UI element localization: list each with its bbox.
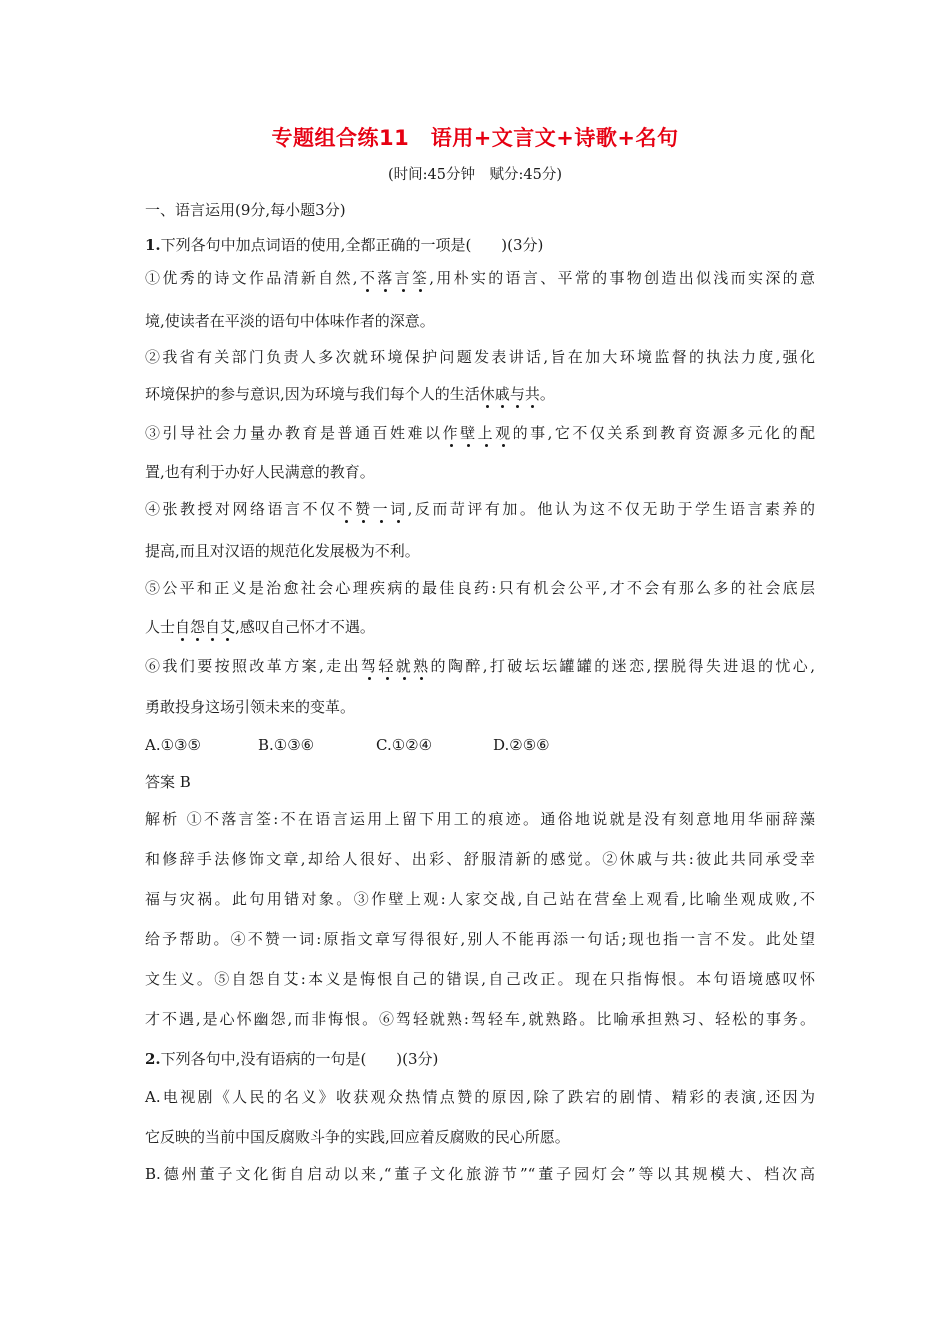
analysis-line: 给予帮助。④不赞一词:原指文章写得很好,别人不能再添一句话;现也指一言不发。此处望 [145,930,815,948]
dotted-char: 词 [390,500,408,518]
analysis-line: 解析 ①不落言筌:不在语言运用上留下用工的痕迹。通俗地说就是没有刻意地用华丽辞藻 [145,810,815,828]
sentence-6 [145,656,815,676]
dotted-char: 怨 [190,618,206,636]
dotted-char: 熟 [413,657,431,675]
answer-label: 答案 [145,773,176,791]
option-d: D.②⑤⑥ [493,736,550,754]
dotted-char: 落 [377,269,395,287]
sentence-3-cont: 置,也有利于办好人民满意的教育。 [145,463,375,481]
sentence-text: ④张教授对网络语言不仅 [145,500,338,518]
sentence-5: ⑤公平和正义是治愈社会心理疾病的最佳良药:只有机会公平,才不会有那么多的社会底层 [145,579,815,597]
question-number: 1. [145,236,161,254]
sentence-1 [145,268,815,288]
question-number: 2. [145,1050,161,1068]
sentence-text: 。 [539,385,555,403]
dotted-char: 言 [394,269,412,287]
option-b: B.①③⑥ [258,736,315,754]
sentence-text: ,用朴实的语言、平常的事物创造出似浅而实深的意 [429,269,815,287]
dotted-char: 轻 [378,657,396,675]
sentence-2: ②我省有关部门负责人多次就环境保护问题发表讲话,旨在加大环境监督的执法力度,强化 [145,348,815,366]
sentence-6-cont: 勇敢投身这场引领未来的变革。 [145,698,356,716]
dotted-char: 作 [442,424,461,442]
question-2-stem [145,1049,815,1069]
question-1-stem [145,235,815,255]
sentence-text: ,反而苛评有加。他认为这不仅无助于学生语言素养的 [407,500,815,518]
question-text: 下列各句中加点词语的使用,全都正确的一项是( )(3分) [160,236,544,254]
analysis-line: 福与灾祸。此句用错对象。③作壁上观:人家交战,自己站在营垒上观看,比喻坐观成败,不 [145,890,815,908]
sentence-4 [145,499,815,519]
analysis-line: 才不遇,是心怀幽怨,而非悔恨。⑥驾轻就熟:驾轻车,就熟路。比喻承担熟习、轻松的事务。 [145,1010,815,1028]
sentence-text: ,感叹自己怀才不遇。 [235,618,375,636]
choice-a: A.电视剧《人民的名义》收获观众热情点赞的原因,除了跌宕的剧情、精彩的表演,还因为 [145,1088,815,1106]
dotted-char: 自 [205,618,221,636]
dotted-char: 观 [495,424,513,442]
sentence-text: ③引导社会力量办教育是普通百姓难以 [145,424,443,442]
sentence-text: 的陶醉,打破坛坛罐罐的迷恋,摆脱得失进退的忧心, [430,657,815,675]
answer-options [145,735,815,755]
question-text: 下列各句中,没有语病的一句是( )(3分) [160,1050,439,1068]
dotted-char: 就 [395,657,414,675]
option-a: A.①③⑤ [145,736,201,754]
sentence-3 [145,423,815,443]
sentence-1-cont: 境,使读者在平淡的语句中体味作者的深意。 [145,312,435,330]
dotted-char: 筌 [411,269,430,287]
choice-b: B.德州董子文化街自启动以来,“董子文化旅游节”“董子园灯会”等以其规模大、档次高 [145,1165,815,1183]
dotted-char: 上 [477,424,496,442]
page-title: 专题组合练11 语用+文言文+诗歌+名句 [271,126,679,150]
analysis-line: 文生义。⑤自怨自艾:本义是悔恨自己的错误,自己改正。现在只指悔恨。本句语境感叹怀 [145,970,815,988]
sentence-5-cont [145,617,815,637]
analysis-line: 和修辞手法修饰文章,却给人很好、出彩、舒服清新的感觉。②休戚与共:彼此共同承受幸 [145,850,815,868]
sentence-text: ①优秀的诗文作品清新自然, [145,269,358,287]
dotted-char: 自 [175,618,191,636]
section-heading: 一、语言运用(9分,每小题3分) [145,201,346,219]
sentence-text: 的事,它不仅关系到教育资源多元化的配 [512,424,815,442]
answer-value: B [179,773,191,791]
dotted-char: 不 [357,269,378,287]
dotted-char: 壁 [460,424,478,442]
answer-line [145,772,815,792]
sentence-text: 环境保护的参与意识,因为环境与我们每个人的生活 [145,385,480,403]
choice-a-cont: 它反映的当前中国反腐败斗争的实践,回应着反腐败的民心所愿。 [145,1128,570,1146]
exam-time-score: (时间:45分钟 赋分:45分) [388,167,562,183]
sentence-text: ⑥我们要按照改革方案,走出 [145,657,361,675]
sentence-text: 人士 [145,618,176,636]
dotted-char: 赞 [355,500,373,518]
dotted-char: 休 [479,385,495,403]
sentence-4-cont: 提高,而且对汉语的规范化发展极为不利。 [145,542,420,560]
dotted-char: 一 [372,500,391,518]
dotted-char: 不 [337,500,356,518]
dotted-char: 共 [524,385,540,403]
dotted-char: 戚 [494,385,510,403]
dotted-char: 艾 [220,618,236,636]
dotted-char: 驾 [360,657,379,675]
dotted-char: 与 [509,385,525,403]
option-c: C.①②④ [376,736,433,754]
sentence-2-cont [145,384,815,404]
